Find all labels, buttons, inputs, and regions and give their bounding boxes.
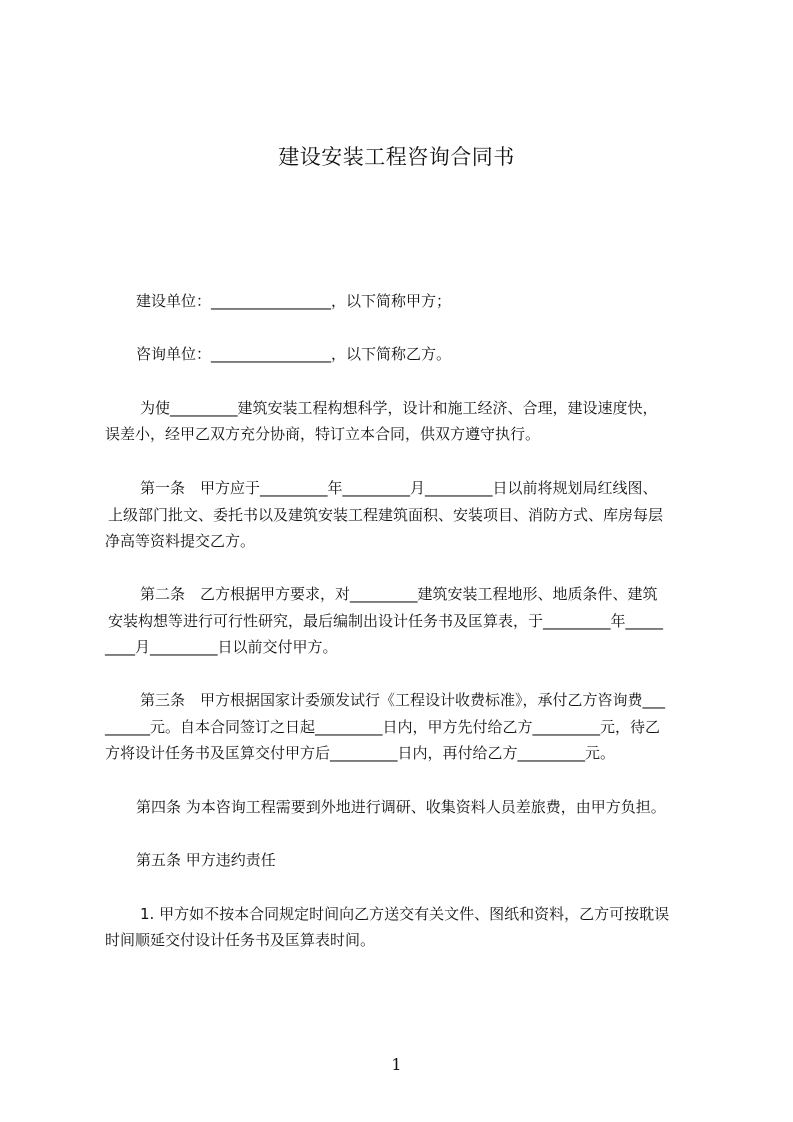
article-2-line-2: 安装构想等进行可行性研究，最后编制出设计任务书及匡算表，于_________年_____ [108, 612, 664, 630]
article-1-line-1: 第一条 甲方应于_________年_________月_________日以前将规划局红线图、 [140, 479, 658, 497]
page-number: 1 [391, 1055, 402, 1074]
party-a-line: 建设单位：________________，以下简称甲方； [136, 292, 452, 310]
article-1-line-3: 净高等资料提交乙方。 [105, 532, 256, 550]
preamble-line-1: 为使_________建筑安装工程构想科学，设计和施工经济、合理，建设速度快， [140, 399, 658, 417]
article-5-item-1-line-1: 1. 甲方如不按本合同规定时间向乙方送交有关文件、图纸和资料，乙方可按耽误 [140, 905, 670, 923]
article-2-line-3: ____月_________日以前交付甲方。 [105, 638, 338, 656]
preamble-line-2: 误差小，经甲乙双方充分协商，特订立本合同，供双方遵守执行。 [105, 425, 541, 443]
document-title: 建设安装工程咨询合同书 [278, 145, 515, 169]
article-1-line-2: 上级部门批文、委托书以及建筑安装工程建筑面积、安装项目、消防方式、库房每层 [108, 506, 664, 524]
article-5-heading: 第五条 甲方违约责任 [136, 851, 276, 869]
article-3-line-3: 方将设计任务书及匡算交付甲方后_________日内，再付给乙方_________元。 [105, 744, 616, 762]
article-3-line-1: 第三条 甲方根据国家计委颁发试行《工程设计收费标准》，承付乙方咨询费___ [140, 691, 666, 709]
article-5-item-1-line-2: 时间顺延交付设计任务书及匡算表时间。 [105, 931, 376, 949]
article-3-line-2: ______元。自本合同签订之日起_________日内，甲方先付给乙方_________元，待乙 [105, 718, 661, 736]
article-4-line: 第四条 为本咨询工程需要到外地进行调研、收集资料人员差旅费，由甲方负担。 [136, 798, 666, 816]
party-b-line: 咨询单位：________________，以下简称乙方。 [136, 345, 452, 363]
article-2-line-1: 第二条 乙方根据甲方要求，对_________建筑安装工程地形、地质条件、建筑 [140, 585, 658, 603]
